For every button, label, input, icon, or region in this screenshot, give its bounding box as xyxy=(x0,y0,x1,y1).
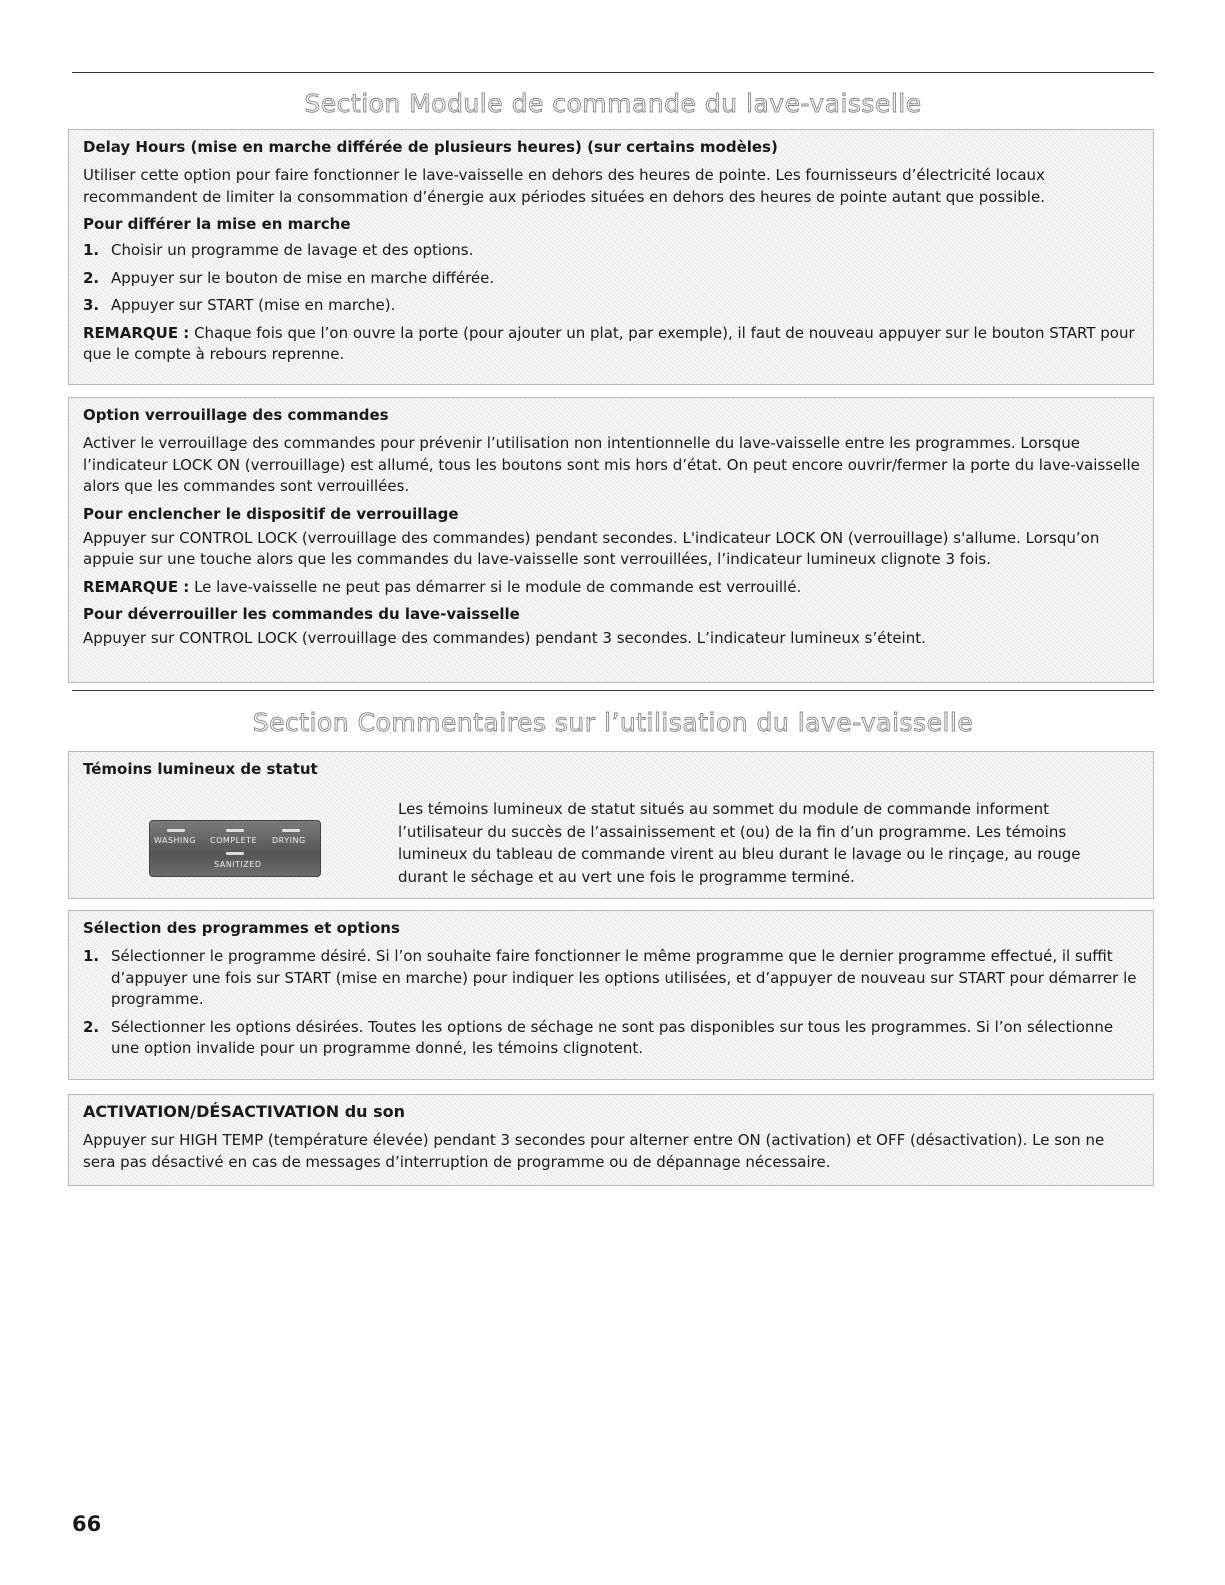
selection-step-2: 2. Sélectionner les options désirées. Toutes les options de séchage ne sont pas disponibles sur tous les programmes. Si l’on sélectionne une option invalide pour un programme donné, les témoins clignotent. xyxy=(83,1017,1114,1057)
delay-note: REMARQUE : Chaque fois que l’on ouvre la porte (pour ajouter un plat, par exemple), il faut de nouveau appuyer sur le bouton START pour que le compte à rebours reprenne. xyxy=(83,323,1135,363)
middle-rule xyxy=(72,690,1154,691)
selection-step-1: 1. Sélectionner le programme désiré. Si l’on souhaite faire fonctionner le même programme que le dernier programme effectué, il suffit d’appuyer une fois sur START (mise en marche) pour indiquer les options utilisées, et d’appuyer de nouveau sur START pour démarrer le programme. xyxy=(83,947,1137,1008)
section-title-usage-comments: Section Commentaires sur l’utilisation du lave-vaisselle xyxy=(252,708,974,737)
control-lock-heading: Option verrouillage des commandes xyxy=(83,406,389,424)
program-selection-heading: Sélection des programmes et options xyxy=(83,919,400,937)
unlock-instructions: Appuyer sur CONTROL LOCK (verrouillage des commandes) pendant 3 secondes. L’indicateur lumineux s’éteint. xyxy=(83,629,926,647)
section-title-control-module: Section Module de commande du lave-vaisselle xyxy=(304,89,922,118)
program-selection-box xyxy=(68,910,1154,1080)
sound-toggle-text: Appuyer sur HIGH TEMP (température élevée) pendant 3 secondes pour alterner entre ON (activation) et OFF (désactivation). Le son ne sera pas désactivé en cas de messages d’interruption de programme ou de dépannage nécessaire. xyxy=(83,1131,1105,1171)
status-panel-image xyxy=(149,820,321,877)
delay-hours-box xyxy=(68,129,1154,385)
top-rule xyxy=(72,72,1154,73)
sound-toggle-box xyxy=(68,1094,1154,1186)
lock-note: REMARQUE : Le lave-vaisselle ne peut pas démarrer si le module de commande est verrouillé. xyxy=(83,577,802,596)
unlock-subheading: Pour déverrouiller les commandes du lave-vaisselle xyxy=(83,605,520,623)
delay-step-2: 2. Appuyer sur le bouton de mise en marche différée. xyxy=(83,268,495,287)
delay-hours-subheading: Pour différer la mise en marche xyxy=(83,215,351,233)
lock-instructions: Appuyer sur CONTROL LOCK (verrouillage des commandes) pendant secondes. L'indicateur LOCK ON (verrouillage) s'allume. Lorsqu’on appuie sur une touche alors que les commandes du lave-vaisselle sont verrouillées, l’indicateur lumineux clignote 3 fois. xyxy=(83,528,1100,568)
status-lights-box xyxy=(68,751,1154,899)
page-number: 66 xyxy=(72,1512,102,1536)
sound-toggle-heading: ACTIVATION/DÉSACTIVATION du son xyxy=(83,1102,406,1121)
washing-label: WASHING xyxy=(154,836,197,845)
drying-light xyxy=(282,829,300,832)
status-lights-heading: Témoins lumineux de statut xyxy=(83,760,318,778)
lock-subheading: Pour enclencher le dispositif de verrouillage xyxy=(83,504,459,523)
complete-label: COMPLETE xyxy=(210,836,258,845)
delay-step-1: 1. Choisir un programme de lavage et des options. xyxy=(83,241,474,259)
drying-label: DRYING xyxy=(272,836,306,845)
control-lock-intro: Activer le verrouillage des commandes pour prévenir l’utilisation non intentionnelle du lave-vaisselle entre les programmes. Lorsque l’indicateur LOCK ON (verrouillage) est allumé, tous les boutons sont mis hors d’état. On peut encore ouvrir/fermer la porte du lave-vaisselle alors que les commandes sont verrouillées. xyxy=(83,434,1140,495)
status-lights-text: Les témoins lumineux de statut situés au sommet du module de commande informent l’utilisateur du succès de l’assainissement et (ou) de la fin d’un programme. Les témoins lumineux du tableau de commande virent au bleu durant le lavage ou le rinçage, au rouge durant le séchage et au vert une fois le programme terminé. xyxy=(398,800,1081,886)
delay-step-3: 3. Appuyer sur START (mise en marche). xyxy=(83,296,396,314)
sanitized-light xyxy=(226,852,244,855)
delay-hours-intro: Utiliser cette option pour faire fonctionner le lave-vaisselle en dehors des heures de pointe. Les fournisseurs d’électricité locaux recommandent de limiter la consommation d’énergie aux périodes situées en dehors des heures de pointe autant que possible. xyxy=(83,166,1045,206)
delay-hours-heading: Delay Hours (mise en marche différée de plusieurs heures) (sur certains modèles) xyxy=(83,138,778,156)
sanitized-label: SANITIZED xyxy=(214,860,262,869)
washing-light xyxy=(167,829,185,832)
control-lock-box xyxy=(68,397,1154,683)
complete-light xyxy=(226,829,244,832)
